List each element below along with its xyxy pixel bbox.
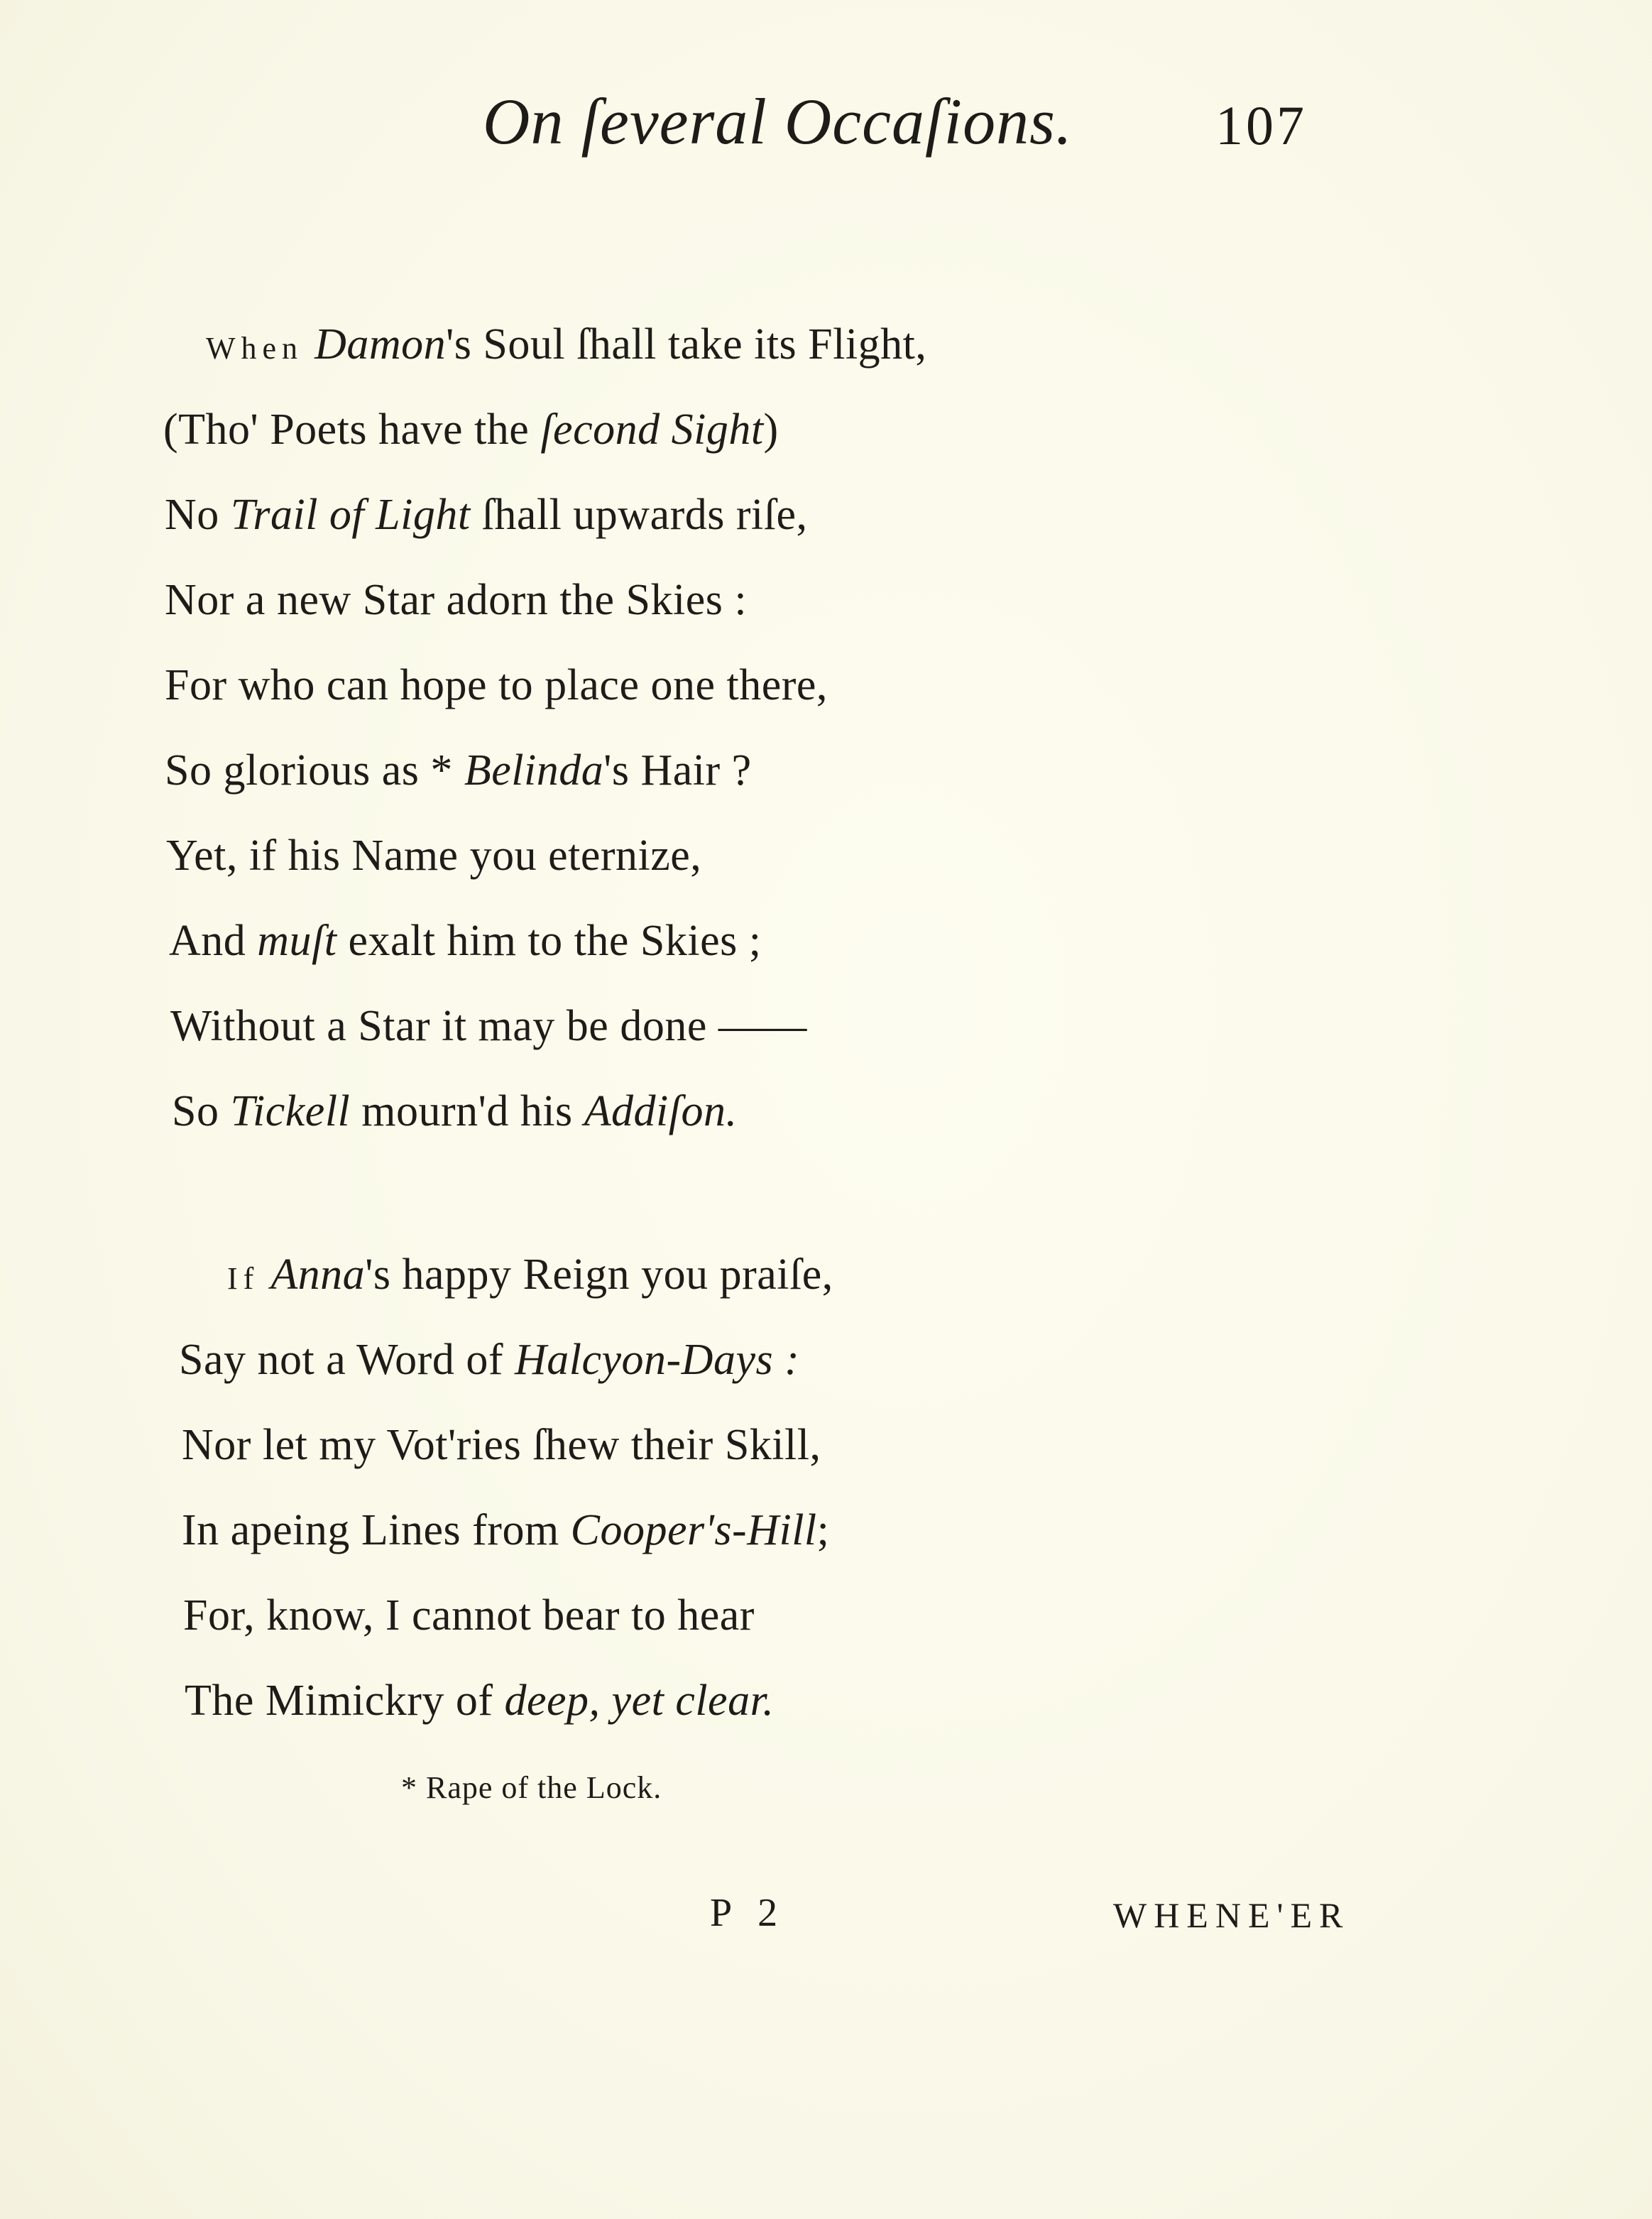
poem-line: If Anna's happy Reign you praiſe, — [227, 1250, 833, 1299]
page-number: 107 — [1215, 94, 1307, 156]
italic-name: Anna — [270, 1250, 366, 1299]
poem-line: Say not a Word of Halcyon-Days : — [179, 1336, 800, 1384]
poem-line: Yet, if his Name you eternize, — [166, 832, 702, 880]
poem-line: In apeing Lines from Cooper's-Hill; — [182, 1506, 830, 1554]
poem-line: No Trail of Light ſhall upwards riſe, — [165, 491, 808, 539]
poem-line: Without a Star it may be done —— — [170, 1002, 807, 1050]
drop-smallcaps: When — [206, 331, 304, 366]
poem-line: So glorious as * Belinda's Hair ? — [165, 746, 752, 795]
poem-line: So Tickell mourn'd his Addiſon. — [172, 1087, 738, 1135]
poem-line: When Damon's Soul ſhall take its Flight, — [206, 320, 927, 369]
poem-line: For who can hope to place one there, — [165, 661, 828, 709]
poem-line: Nor let my Vot'ries ſhew their Skill, — [182, 1421, 821, 1469]
poem-line: Nor a new Star adorn the Skies : — [165, 576, 748, 624]
poem-line: And muſt exalt him to the Skies ; — [169, 917, 762, 965]
signature-mark: P 2 — [710, 1891, 787, 1935]
poem-line: The Mimickry of deep, yet clear. — [185, 1676, 775, 1725]
poem-line: For, know, I cannot bear to hear — [183, 1591, 755, 1640]
poem-line: (Tho' Poets have the ſecond Sight) — [163, 405, 779, 454]
running-title: On ſeveral Occaſions. — [483, 85, 1073, 158]
drop-smallcaps: If — [227, 1261, 260, 1296]
catchword: WHENE'ER — [1113, 1895, 1350, 1935]
footnote: * Rape of the Lock. — [401, 1770, 662, 1805]
italic-name: Damon — [314, 320, 447, 369]
